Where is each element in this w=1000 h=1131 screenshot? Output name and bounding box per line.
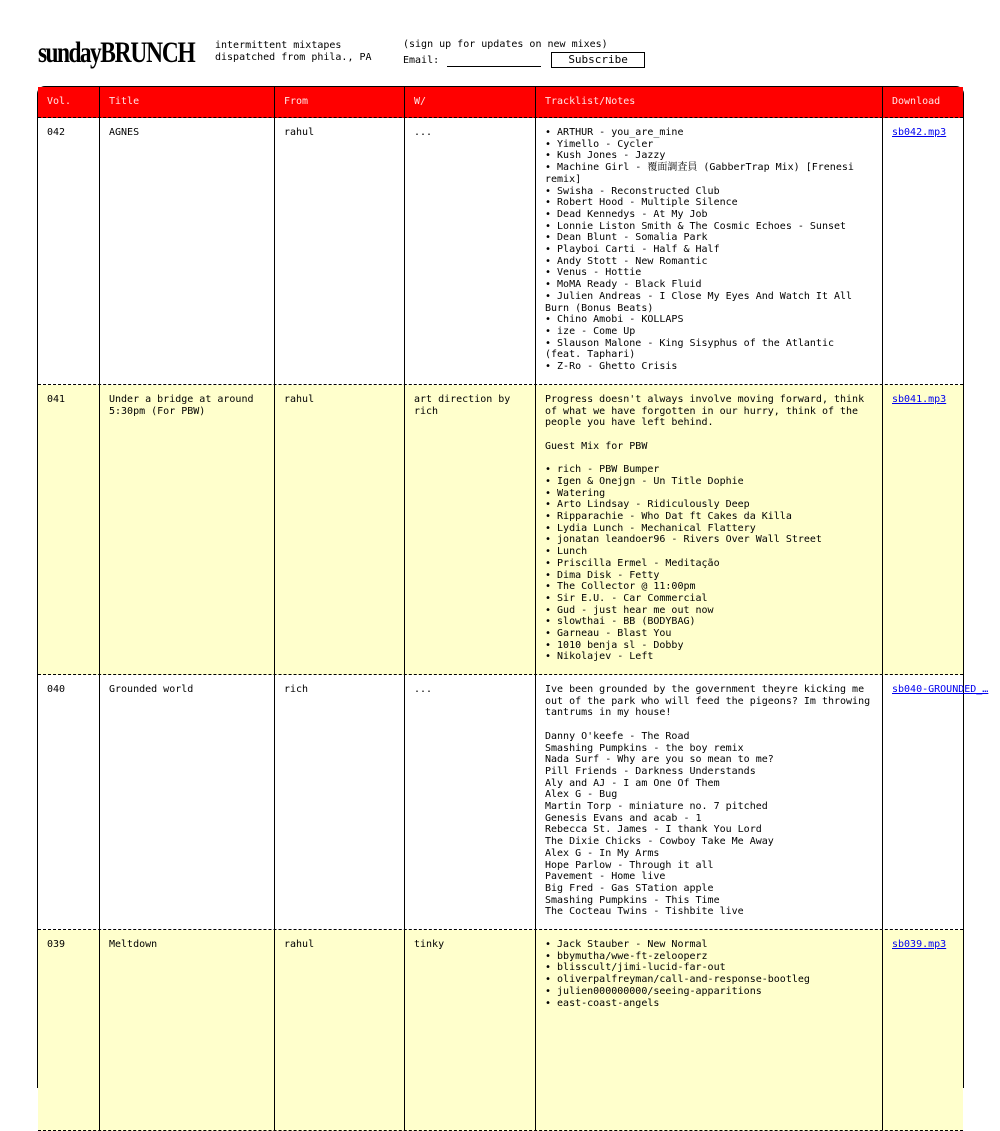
track-line: Martin Torp - miniature no. 7 pitched bbox=[545, 801, 768, 813]
track-line bbox=[545, 453, 873, 465]
cell-title: AGNES bbox=[100, 118, 275, 384]
cell-with: tinky bbox=[405, 930, 536, 1130]
track-line: • Nikolajev - Left bbox=[545, 651, 654, 663]
track-line: • Playboi Carti - Half & Half bbox=[545, 244, 720, 256]
track-line: • Robert Hood - Multiple Silence bbox=[545, 197, 738, 209]
track-line: • Jack Stauber - New Normal bbox=[545, 939, 708, 950]
cell-from: rahul bbox=[275, 930, 405, 1130]
track-line: • Arto Lindsay - Ridiculously Deep bbox=[545, 499, 750, 511]
track-line: • Garneau - Blast You bbox=[545, 628, 672, 640]
cell-notes bbox=[536, 675, 883, 929]
track-line: Smashing Pumpkins - This Time bbox=[545, 894, 720, 906]
cell-from: rahul bbox=[275, 118, 405, 384]
track-line: • 1010 benja sl - Dobby bbox=[545, 639, 684, 651]
email-label: Email: bbox=[403, 54, 440, 66]
column-header-from: From bbox=[275, 87, 405, 117]
cell-vol: 041 bbox=[38, 385, 100, 674]
track-line: • oliverpalfreyman/call-and-response-bootleg bbox=[545, 974, 810, 986]
column-header-download: Download bbox=[892, 96, 941, 107]
track-line: • Andy Stott - New Romantic bbox=[545, 255, 708, 267]
tagline bbox=[215, 40, 372, 64]
download-link[interactable]: sb041.mp3 bbox=[892, 394, 947, 405]
track-line: • Sir E.U. - Car Commercial bbox=[545, 592, 708, 604]
cell-download bbox=[883, 675, 989, 929]
signup-note: (sign up for updates on new mixes) bbox=[403, 39, 608, 50]
track-line: • Julien Andreas - I Close My Eyes And Watch It All Burn (Bonus Beats) bbox=[545, 290, 859, 314]
cell-title: Under a bridge at around 5:30pm (For PBW) bbox=[100, 385, 275, 674]
track-line: • Lydia Lunch - Mechanical Flattery bbox=[545, 522, 756, 534]
track-line: • slowthai - BB (BODYBAG) bbox=[545, 616, 696, 628]
cell-vol: 040 bbox=[38, 675, 100, 929]
table-row bbox=[38, 930, 963, 1131]
cell-notes bbox=[536, 118, 883, 384]
logo-sunday: sunday bbox=[38, 36, 101, 69]
cell-with: ... bbox=[405, 118, 536, 384]
track-line: Nada Surf - Why are you so mean to me? bbox=[545, 754, 774, 766]
track-line: • Slauson Malone - King Sisyphus of the Atlantic (feat. Taphari) bbox=[545, 337, 841, 361]
tagline-line-1: intermittent mixtapes bbox=[215, 40, 342, 51]
track-line: The Cocteau Twins - Tishbite live bbox=[545, 906, 744, 918]
track-line: • Yimello - Cycler bbox=[545, 138, 654, 150]
track-line: Progress doesn't always involve moving forward, think of what we have forgotten in our hurry, think of the people you have left behind. bbox=[545, 394, 871, 429]
cell-download bbox=[883, 930, 963, 1130]
track-line: Hope Parlow - Through it all bbox=[545, 859, 714, 871]
track-line: Alex G - In My Arms bbox=[545, 847, 660, 859]
track-line: Pavement - Home live bbox=[545, 871, 666, 883]
cell-download bbox=[883, 118, 963, 384]
track-line: • blisscult/jimi-lucid-far-out bbox=[545, 962, 726, 974]
track-line bbox=[545, 429, 873, 441]
cell-from: rich bbox=[275, 675, 405, 929]
track-line: • Machine Girl - 覆面調査員 (GabberTrap Mix) [Frenesi remix] bbox=[545, 162, 860, 185]
table-row bbox=[38, 118, 963, 385]
track-line: The Dixie Chicks - Cowboy Take Me Away bbox=[545, 836, 774, 848]
download-link[interactable]: sb039.mp3 bbox=[892, 939, 947, 950]
cell-from: rahul bbox=[275, 385, 405, 674]
track-line: • ARTHUR - you_are_mine bbox=[545, 127, 684, 138]
cell-with: art direction by rich bbox=[405, 385, 536, 674]
track-line: • Lunch bbox=[545, 546, 588, 558]
table-header bbox=[38, 87, 963, 118]
cell-vol: 042 bbox=[38, 118, 100, 384]
cell-title: Meltdown bbox=[100, 930, 275, 1130]
track-line: • Z-Ro - Ghetto Crisis bbox=[545, 361, 678, 373]
column-header-title: Title bbox=[100, 87, 275, 117]
track-line: • Ripparachie - Who Dat ft Cakes da Killa bbox=[545, 511, 792, 522]
track-line: • Dead Kennedys - At My Job bbox=[545, 208, 708, 220]
track-line: • rich - PBW Bumper bbox=[545, 464, 660, 476]
track-line: • bbymutha/wwe-ft-zelooperz bbox=[545, 950, 708, 962]
column-header-with: W/ bbox=[405, 87, 536, 117]
track-line: Ive been grounded by the government theyre kicking me out of the park who will feed the pigeons? Im throwing tantrums in my house! bbox=[545, 684, 877, 719]
track-line: Genesis Evans and acab - 1 bbox=[545, 812, 702, 824]
track-line: • Watering bbox=[545, 487, 606, 499]
email-input[interactable] bbox=[447, 54, 541, 67]
track-line: • julien000000000/seeing-apparitions bbox=[545, 985, 762, 997]
table-row bbox=[38, 385, 963, 675]
track-line: • jonatan leandoer96 - Rivers Over Wall Street bbox=[545, 534, 822, 546]
tagline-line-2: dispatched from phila., PA bbox=[215, 52, 372, 63]
track-line: • Priscilla Ermel - Meditação bbox=[545, 557, 720, 569]
track-line: • ize - Come Up bbox=[545, 325, 636, 337]
signup-form bbox=[403, 38, 645, 68]
track-line: • Lonnie Liston Smith & The Cosmic Echoes - Sunset bbox=[545, 220, 847, 232]
track-line: Rebecca St. James - I thank You Lord bbox=[545, 824, 762, 836]
download-link[interactable]: sb040-GROUNDED_… bbox=[892, 684, 989, 695]
download-link[interactable]: sb042.mp3 bbox=[892, 127, 947, 138]
table-row bbox=[38, 675, 989, 930]
cell-download bbox=[883, 385, 963, 674]
column-header-notes: Tracklist/Notes bbox=[536, 87, 883, 117]
track-line bbox=[545, 719, 873, 731]
track-line: • Dean Blunt - Somalia Park bbox=[545, 232, 708, 244]
track-line: • Chino Amobi - KOLLAPS bbox=[545, 314, 684, 326]
track-line: • Dima Disk - Fetty bbox=[545, 569, 660, 581]
cell-with: ... bbox=[405, 675, 536, 929]
subscribe-button[interactable]: Subscribe bbox=[551, 52, 645, 68]
track-line: • Kush Jones - Jazzy bbox=[545, 150, 666, 162]
site-header bbox=[38, 36, 962, 76]
track-line: • Swisha - Reconstructed Club bbox=[545, 185, 720, 197]
cell-notes bbox=[536, 385, 883, 674]
track-line: Smashing Pumpkins - the boy remix bbox=[545, 742, 744, 754]
site-logo[interactable] bbox=[38, 38, 195, 68]
track-line: • east-coast-angels bbox=[545, 997, 660, 1009]
track-line: • Gud - just hear me out now bbox=[545, 604, 714, 616]
logo-brunch: BRUNCH bbox=[100, 36, 195, 69]
cell-vol: 039 bbox=[38, 930, 100, 1130]
cell-notes bbox=[536, 930, 883, 1130]
track-line: • MoMA Ready - Black Fluid bbox=[545, 279, 702, 291]
track-line: Big Fred - Gas STation apple bbox=[545, 882, 714, 894]
mixtape-table bbox=[37, 86, 989, 1088]
track-line: • Venus - Hottie bbox=[545, 267, 642, 279]
cell-title: Grounded world bbox=[100, 675, 275, 929]
track-line: Danny O'keefe - The Road bbox=[545, 730, 690, 742]
track-line: • Igen & Onejgn - Un Title Dophie bbox=[545, 475, 744, 487]
track-line: • The Collector @ 11:00pm bbox=[545, 581, 696, 593]
track-line: Guest Mix for PBW bbox=[545, 440, 648, 452]
track-line: Aly and AJ - I am One Of Them bbox=[545, 777, 720, 789]
track-line: Pill Friends - Darkness Understands bbox=[545, 765, 756, 777]
column-header-vol: Vol. bbox=[38, 87, 100, 117]
track-line: Alex G - Bug bbox=[545, 789, 618, 801]
